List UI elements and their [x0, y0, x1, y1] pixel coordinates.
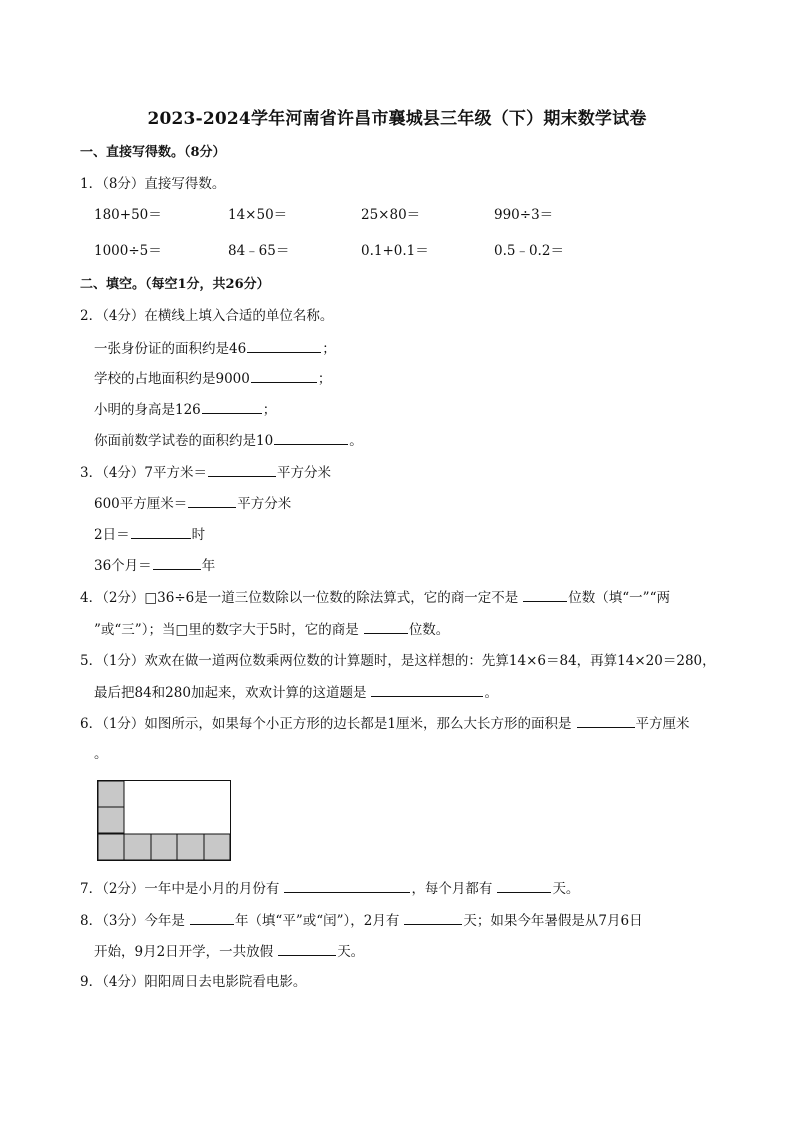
answer-blank[interactable] [190, 911, 234, 925]
answer-blank[interactable] [188, 494, 236, 508]
q6-line-1: 6．（1分）如图所示，如果每个小正方形的边长都是1厘米，那么大长方形的面积是 平方厘米 [80, 716, 690, 732]
answer-blank[interactable] [247, 339, 321, 353]
unit-square [151, 834, 177, 860]
rectangle-grid-figure [97, 780, 231, 861]
section-2-heading: 二、填空。（每空1分，共26分） [80, 277, 270, 292]
calc-item: 990÷3＝ [494, 207, 554, 223]
q3-line-3: 2日＝ 时 [94, 527, 206, 543]
answer-blank[interactable] [404, 911, 462, 925]
calc-item: 0.1+0.1＝ [361, 243, 429, 259]
q8-line-1: 8．（3分）今年是 年（填“平”或“闰”），2月有 天；如果今年暑假是从7月6日 [80, 913, 643, 929]
answer-blank[interactable] [278, 942, 336, 956]
calc-item: 25×80＝ [361, 207, 421, 223]
q2-line-4: 你面前数学试卷的面积约是10 。 [94, 433, 363, 449]
answer-blank[interactable] [202, 400, 262, 414]
calc-item: 180+50＝ [94, 207, 162, 223]
unit-square [98, 834, 124, 860]
q4-line-2: ”或“三”）；当□里的数字大于5时，它的商是 位数。 [94, 622, 450, 638]
q1-stem: 1．（8分）直接写得数。 [80, 176, 226, 192]
calc-item: 1000÷5＝ [94, 243, 162, 259]
answer-blank[interactable] [577, 714, 635, 728]
calc-item: 0.5﹣0.2＝ [494, 243, 564, 259]
grid-diagram [97, 780, 231, 861]
calc-item: 84﹣65＝ [228, 243, 290, 259]
answer-blank[interactable] [153, 556, 201, 570]
q7-line-1: 7．（2分）一年中是小月的月份有 ，每个月都有 天。 [80, 881, 580, 897]
answer-blank[interactable] [371, 683, 483, 697]
q4-line-1: 4．（2分）□36÷6是一道三位数除以一位数的除法算式，它的商一定不是 位数（填“一”“两 [80, 590, 670, 606]
q6-line-2: 。 [94, 746, 108, 762]
q2-line-3: 小明的身高是126 ； [94, 402, 277, 418]
q2-line-2: 学校的占地面积约是9000 ； [94, 371, 332, 387]
q3-line-2: 600平方厘米＝ 平方分米 [94, 496, 292, 512]
answer-blank[interactable] [523, 588, 567, 602]
answer-blank[interactable] [274, 431, 348, 445]
unit-square [124, 834, 151, 860]
answer-blank[interactable] [251, 369, 317, 383]
q8-line-2: 开始，9月2日开学，一共放假 天。 [94, 944, 365, 960]
unit-square [177, 834, 204, 860]
q9-line-1: 9．（4分）阳阳周日去电影院看电影。 [80, 974, 307, 990]
unit-square [204, 834, 230, 860]
q3-line-4: 36个月＝ 年 [94, 558, 216, 574]
unit-square [98, 807, 124, 833]
unit-square [98, 781, 124, 807]
q3-line-1: 3．（4分）7平方米＝ 平方分米 [80, 465, 332, 481]
answer-blank[interactable] [208, 463, 276, 477]
calc-item: 14×50＝ [228, 207, 288, 223]
q2-line-1: 一张身份证的面积约是46 ； [94, 341, 336, 357]
answer-blank[interactable] [497, 879, 551, 893]
section-1-heading: 一、直接写得数。（8分） [80, 145, 226, 160]
q5-line-1: 5．（1分）欢欢在做一道两位数乘两位数的计算题时，是这样想的：先算14×6＝84，再算14×20＝280， [80, 653, 716, 669]
answer-blank[interactable] [364, 620, 408, 634]
answer-blank[interactable] [131, 525, 191, 539]
q5-line-2: 最后把84和280加起来，欢欢计算的这道题是 。 [94, 685, 498, 701]
answer-blank[interactable] [284, 879, 410, 893]
page-title: 2023-2024学年河南省许昌市襄城县三年级（下）期末数学试卷 [147, 109, 647, 129]
q2-stem: 2．（4分）在横线上填入合适的单位名称。 [80, 308, 334, 324]
